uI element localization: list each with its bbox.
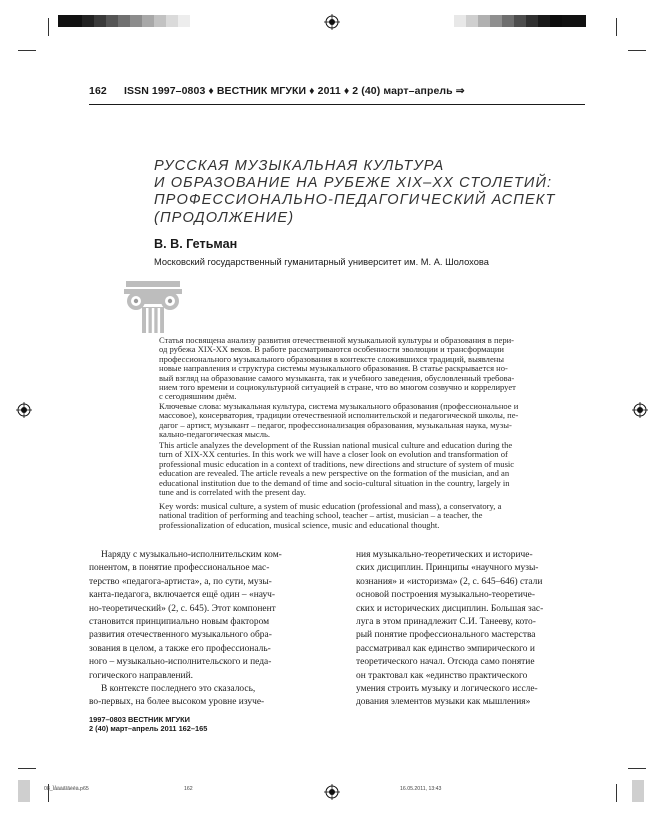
body-line: основой построения музыкально-теоретиче- [356,590,535,601]
body-line: рассматривал как единство эмпирического и [356,643,535,654]
abstract-line: с сегодняшним днём. [159,391,237,402]
body-column-right [356,549,553,710]
abstract-line: educational institution due to the demand of time and socio-cultural situation in the country, largely in [159,477,510,488]
body-line: но-теоретический» (2, с. 645). Этот компонент [89,603,276,614]
body-line: дования элементов музыки как мышления» [356,697,531,708]
body-column-left [89,549,286,710]
body-line: гогического направлений. [89,670,193,681]
abstract-line: од рубежа XIX-XX веков. В работе рассматриваются особенности эволюции и трансформации [159,344,505,355]
body-line: он трактовал как «единство практического [356,670,528,681]
registration-mark-right-icon [632,402,648,418]
keywords-line: кально-педагогическая мысль. [159,429,271,440]
crop-mark-left-top-v [48,18,49,36]
body-line: ских и исторических дисциплин. Большая зас- [356,603,544,614]
title-line: РУССКАЯ МУЗЫКАЛЬНАЯ КУЛЬТУРА [154,158,445,174]
body-line: рый понятие профессионального мастерства [356,630,536,641]
registration-mark-top-icon [324,14,340,30]
body-line: луга в этом принадлежит С.И. Танееву, кото- [356,617,536,628]
abstract-line: нием того времени и социокультурной ситуацией в стране, что во многом созвучно и коррелирует [159,382,516,393]
slug-page: 162 [184,786,193,792]
title-line: И ОБРАЗОВАНИЕ НА РУБЕЖЕ XIX–XX СТОЛЕТИЙ: [154,175,553,192]
print-color-bar-right [454,15,586,27]
body-line: ного – музыкально-исполнительского и педа- [89,657,272,668]
slug-datetime: 16.05.2011, 13:43 [400,786,442,792]
body-line: понентом, в понятие профессиональное мас- [89,563,270,574]
page-number: 162 [89,85,107,97]
running-header [89,85,585,97]
abstract-line: turn of XIX-XX centuries. In this work we will have a closer look on evolution and transformation of [159,449,508,460]
abstract-line: вый взгляд на образование самого музыканта, так и учебного заведения, обусловленный требова- [159,372,515,383]
keywords-line: массовое), консерватория, традиции отечественной исполнительской и педагогической школы, пе- [159,410,519,421]
title-line: (ПРОДОЛЖЕНИЕ) [154,209,295,226]
body-line: во-первых, на более высоком уровне изуче- [89,697,265,708]
body-line: становится принципиально новым фактором [89,617,270,628]
body-line: Наряду с музыкально-исполнительским ком- [101,550,282,560]
body-line: кознания» и «историзма» (2, с. 645–646) стали [356,576,543,587]
keywords-line: professionalization of education, musical science, music and educational thought. [159,519,440,530]
print-grey-bar-left [18,780,30,802]
crop-mark-right-bottom-v [616,784,617,802]
crop-mark-bottom-left [18,768,36,769]
body-line: ния музыкально-теоретических и историче- [356,550,533,560]
print-grey-bar-right [632,780,644,802]
body-line: канта-педагога, включается ещё один – «науч- [89,590,276,601]
footer-line: 2 (40) март–апрель 2011 162–165 [89,723,208,733]
body-line: ских дисциплин. Принципы «научного музы- [356,563,539,574]
keywords-line: Key words: musical culture, a system of music education (professional and mass), a conservatory, a [159,501,502,511]
registration-mark-left-icon [16,402,32,418]
abstract-en [159,441,583,497]
crop-mark-top-right [628,50,646,51]
footer-line: 1997–0803 ВЕСТНИК МГУКИ [89,715,190,724]
keywords-ru [159,402,583,440]
column-capital-logo-icon [122,277,184,335]
body-line: умения строить музыку и логического иссле- [356,684,538,695]
abstract-ru [159,336,583,402]
body-line: развития отечественного музыкального обра- [89,630,272,641]
crop-mark-bottom-right [628,768,646,769]
abstract-line: Статья посвящена анализу развития отечественной музыкальной культуры и образования в пери- [159,335,515,345]
abstract-line: tune and is correlated with the present day. [159,487,306,498]
article-title [154,158,584,227]
abstract-line: новые направления и структура системы музыкального образования. В статье раскрывается но- [159,363,508,374]
body-line: зования в целом, а также его профессиональ- [89,643,271,654]
body-line: теоретического начал. Отсюда само понятие [356,657,535,668]
keywords-line: national tradition of performing and teaching school, teacher – artist, musician – a teacher, the [159,510,483,521]
author-name: В. В. Гетьман [154,237,238,251]
abstract-line: профессионального музыкального образования в контексте сложившихся традиций, выявлены [159,353,505,364]
abstract-line: This article analyzes the development of the Russian national musical culture and education during the [159,440,513,450]
abstract-line: education are revealed. The article reveals a new perspective on the formation of the musician, and an [159,468,510,479]
keywords-en [159,502,583,530]
slug-filename: 08_Ïåäàãîãèêà.p65 [44,786,89,792]
body-line: В контексте последнего это сказалось, [101,684,256,695]
journal-footer [89,716,207,734]
title-line: ПРОФЕССИОНАЛЬНО-ПЕДАГОГИЧЕСКИЙ АСПЕКТ [154,192,556,209]
author-affiliation: Московский государственный гуманитарный университет им. М. А. Шолохова [154,257,489,267]
running-title: ISSN 1997–0803 ♦ ВЕСТНИК МГУКИ ♦ 2011 ♦ 2 (40) март–апрель ⇒ [124,85,465,97]
keywords-line: дагог – артист, музыкант – педагог, профессионализация образования, музыкальная наука, музы- [159,419,512,430]
registration-mark-bottom-icon [324,784,340,800]
crop-mark-top-left [18,50,36,51]
header-rule [89,104,585,105]
abstract-line: professional music education in a context of traditions, new directions and structure of system of music [159,458,515,469]
body-line: терство «педагога-артиста», а, по сути, музы- [89,576,272,587]
print-color-bar-left [58,15,190,27]
keywords-line: Ключевые слова: музыкальная культура, система музыкального образования (профессиональное и [159,401,519,411]
crop-mark-right-top-v [616,18,617,36]
